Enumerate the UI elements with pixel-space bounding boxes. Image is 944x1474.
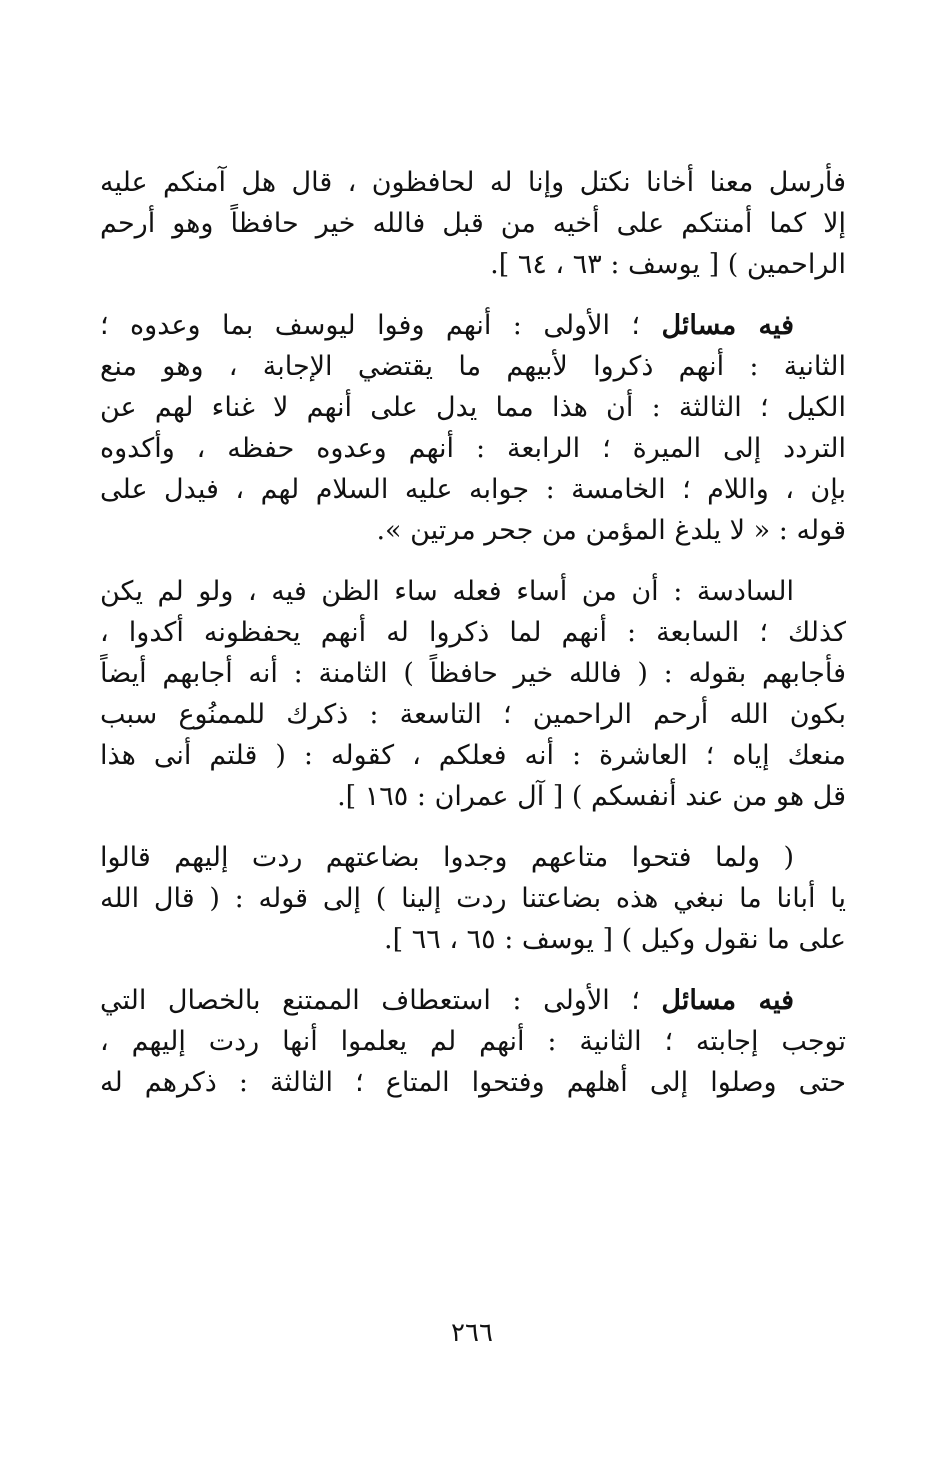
text-line: توجب إجابته ؛ الثانية : أنهم لم يعلموا أنها ردت إليهم ،: [100, 1026, 846, 1057]
text-line: الثانية : أنهم ذكروا لأبيهم ما يقتضي الإجابة ، وهو منع: [100, 351, 846, 382]
text-run: ؛ الأولى : استعطاف الممتنع بالخصال التي: [100, 985, 662, 1016]
text-line: التردد إلى الميرة ؛ الرابعة : أنهم وعدوه حفظه ، وأكدوه: [100, 433, 846, 464]
paragraph-1: [100, 162, 846, 285]
section-lead: فيه مسائل: [661, 985, 795, 1016]
text-line: [100, 980, 846, 1021]
page-body-text: [100, 162, 846, 1103]
section-lead: فيه مسائل: [661, 310, 794, 341]
text-line: الراحمين ) [ يوسف : ٦٣ ، ٦٤ ].: [490, 249, 846, 280]
text-line: كذلك ؛ السابعة : أنهم لما ذكروا له أنهم يحفظونه أكدوا ،: [100, 617, 846, 648]
text-line: حتى وصلوا إلى أهلهم وفتحوا المتاع ؛ الثالثة : ذكرهم له: [100, 1067, 846, 1098]
text-line: ( ولما فتحوا متاعهم وجدوا بضاعتهم ردت إليهم قالوا: [100, 842, 794, 873]
text-line: الكيل ؛ الثالثة : أن هذا مما يدل على أنهم لا غناء لهم عن: [100, 392, 846, 423]
text-line: إلا كما أمنتكم على أخيه من قبل فالله خير حافظاً وهو أرحم: [100, 208, 846, 239]
text-line: [100, 305, 846, 346]
text-line: قوله : « لا يلدغ المؤمن من جحر مرتين ».: [376, 515, 846, 546]
text-line: فأجابهم بقوله : ( فالله خير حافظاً ) الثامنة : أنه أجابهم أيضاً: [100, 658, 846, 689]
paragraph-2: [100, 305, 846, 551]
paragraph-4: [100, 837, 846, 960]
text-line: قل هو من عند أنفسكم ) [ آل عمران : ١٦٥ ].: [337, 781, 846, 812]
paragraph-5: [100, 980, 846, 1103]
paragraph-3: [100, 571, 846, 817]
text-line: على ما نقول وكيل ) [ يوسف : ٦٥ ، ٦٦ ].: [384, 924, 846, 955]
text-run: ؛ الأولى : أنهم وفوا ليوسف بما وعدوه ؛: [100, 310, 662, 341]
text-line: بإن ، واللام ؛ الخامسة : جوابه عليه السلام لهم ، فيدل على: [100, 474, 846, 505]
page-number: ٢٦٦: [451, 1318, 493, 1348]
text-line: يا أبانا ما نبغي هذه بضاعتنا ردت إلينا ) إلى قوله : ( قال الله: [100, 883, 846, 914]
text-line: فأرسل معنا أخانا نكتل وإنا له لحافظون ، قال هل آمنكم عليه: [100, 167, 846, 198]
text-line: السادسة : أن من أساء فعله ساء الظن فيه ، ولو لم يكن: [100, 576, 794, 607]
text-line: بكون الله أرحم الراحمين ؛ التاسعة : ذكرك للممنُوع سبب: [100, 699, 846, 730]
text-line: منعك إياه ؛ العاشرة : أنه فعلكم ، كقوله : ( قلتم أنى هذا: [100, 740, 846, 771]
